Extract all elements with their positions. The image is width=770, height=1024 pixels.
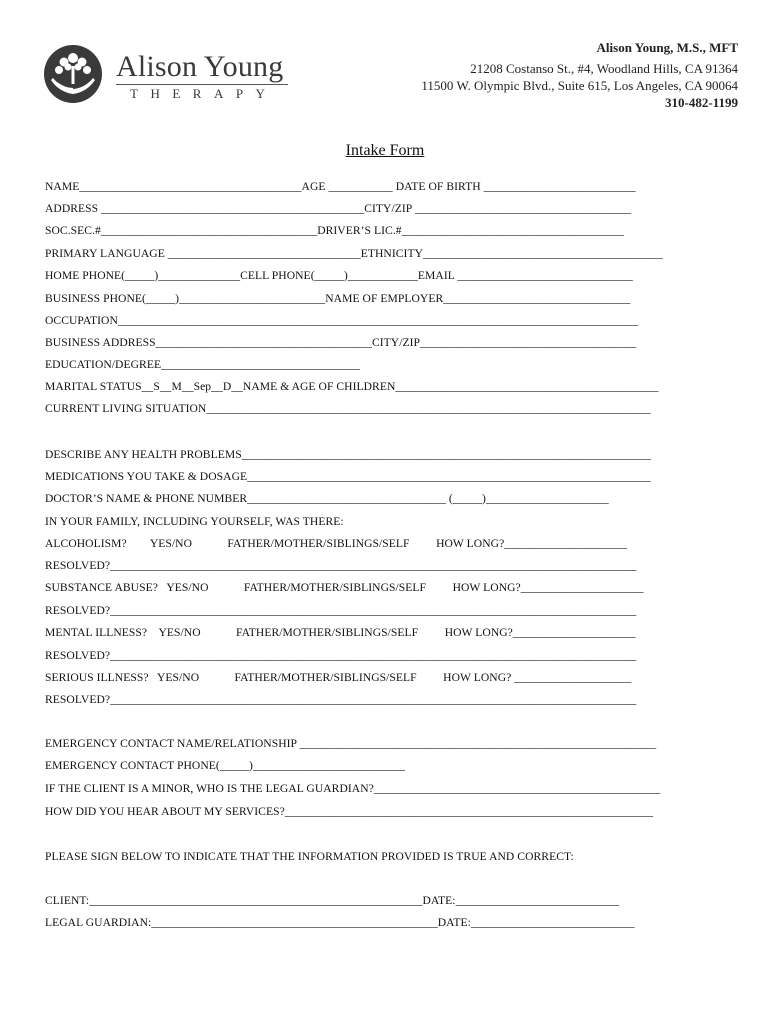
field-referral-source[interactable]: HOW DID YOU HEAR ABOUT MY SERVICES?_______________________________________________________________ (45, 805, 654, 818)
field-serious-resolved[interactable]: RESOLVED?__________________________________________________________________________________________ (45, 693, 637, 706)
field-occupation[interactable]: OCCUPATION_________________________________________________________________________________________ (45, 314, 639, 327)
field-alcoholism[interactable]: ALCOHOLISM? YES/NO FATHER/MOTHER/SIBLINGS/SELF HOW LONG?_____________________ (45, 537, 628, 550)
field-serious-illness[interactable]: SERIOUS ILLNESS? YES/NO FATHER/MOTHER/SIBLINGS/SELF HOW LONG? ____________________ (45, 671, 632, 684)
phone-number: 310-482-1199 (665, 95, 738, 110)
field-business-phone-employer[interactable]: BUSINESS PHONE(_____)_________________________NAME OF EMPLOYER________________________________ (45, 292, 631, 305)
field-phones-email[interactable]: HOME PHONE(_____)______________CELL PHONE(_____)____________EMAIL ______________________________ (45, 269, 633, 282)
tree-logo-icon (43, 44, 103, 106)
logo-wordmark: Alison Young (116, 50, 284, 83)
practitioner-name: Alison Young, M.S., MFT (596, 40, 738, 55)
field-mental-illness[interactable]: MENTAL ILLNESS? YES/NO FATHER/MOTHER/SIBLINGS/SELF HOW LONG?_____________________ (45, 626, 636, 639)
field-substance-resolved[interactable]: RESOLVED?__________________________________________________________________________________________ (45, 604, 637, 617)
field-legal-guardian[interactable]: IF THE CLIENT IS A MINOR, WHO IS THE LEGAL GUARDIAN?_________________________________________________ (45, 782, 661, 795)
field-alcoholism-resolved[interactable]: RESOLVED?__________________________________________________________________________________________ (45, 559, 637, 572)
address-line-2: 11500 W. Olympic Blvd., Suite 615, Los Angeles, CA 90064 (421, 78, 738, 93)
field-doctor[interactable]: DOCTOR’S NAME & PHONE NUMBER__________________________________ (_____)_____________________ (45, 492, 609, 505)
sign-instruction: PLEASE SIGN BELOW TO INDICATE THAT THE INFORMATION PROVIDED IS TRUE AND CORRECT: (45, 850, 574, 863)
field-marital-children[interactable]: MARITAL STATUS__S__M__Sep__D__NAME & AGE OF CHILDREN_____________________________________________ (45, 380, 659, 393)
family-history-heading: IN YOUR FAMILY, INCLUDING YOURSELF, WAS THERE: (45, 515, 344, 528)
field-language-ethnicity[interactable]: PRIMARY LANGUAGE _________________________________ETHNICITY_________________________________________ (45, 247, 663, 260)
logo-subtitle: THERAPY (130, 86, 278, 101)
field-ssn-license[interactable]: SOC.SEC.#_____________________________________DRIVER’S LIC.#______________________________________ (45, 224, 624, 237)
address-line-1: 21208 Costanso St., #4, Woodland Hills, CA 91364 (470, 61, 738, 76)
logo-divider (116, 84, 288, 85)
field-emergency-phone[interactable]: EMERGENCY CONTACT PHONE(_____)__________________________ (45, 759, 405, 772)
field-business-address[interactable]: BUSINESS ADDRESS_____________________________________CITY/ZIP_____________________________________ (45, 336, 637, 349)
field-emergency-contact[interactable]: EMERGENCY CONTACT NAME/RELATIONSHIP _____________________________________________________________ (45, 737, 657, 750)
field-address-city[interactable]: ADDRESS _____________________________________________CITY/ZIP _____________________________________ (45, 202, 632, 215)
field-health-problems[interactable]: DESCRIBE ANY HEALTH PROBLEMS______________________________________________________________________ (45, 448, 651, 461)
field-substance-abuse[interactable]: SUBSTANCE ABUSE? YES/NO FATHER/MOTHER/SIBLINGS/SELF HOW LONG?_____________________ (45, 581, 644, 594)
field-mental-resolved[interactable]: RESOLVED?__________________________________________________________________________________________ (45, 649, 637, 662)
field-name-age-dob[interactable]: NAME______________________________________AGE ___________ DATE OF BIRTH __________________________ (45, 180, 636, 193)
field-living-situation[interactable]: CURRENT LIVING SITUATION____________________________________________________________________________ (45, 402, 651, 415)
field-client-signature[interactable]: CLIENT:_________________________________________________________DATE:____________________________ (45, 894, 620, 907)
field-guardian-signature[interactable]: LEGAL GUARDIAN:_________________________________________________DATE:____________________________ (45, 916, 635, 929)
field-medications[interactable]: MEDICATIONS YOU TAKE & DOSAGE_____________________________________________________________________ (45, 470, 651, 483)
form-title: Intake Form (345, 142, 425, 159)
field-education[interactable]: EDUCATION/DEGREE__________________________________ (45, 358, 360, 371)
